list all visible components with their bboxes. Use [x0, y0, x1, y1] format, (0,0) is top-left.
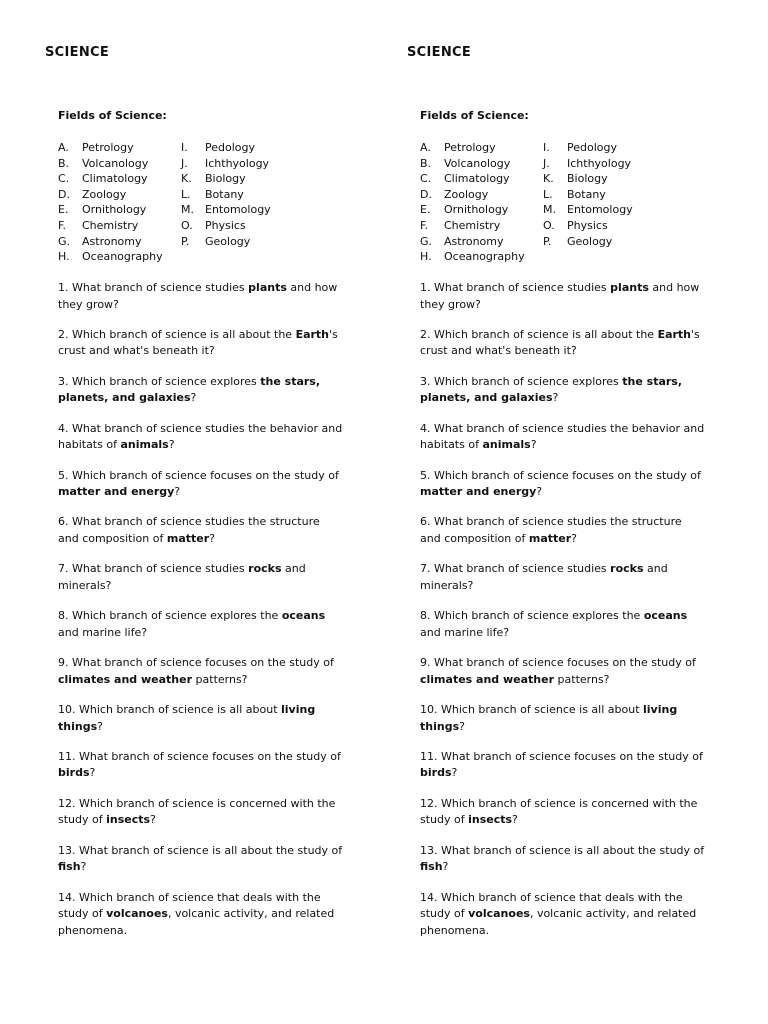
question-text: Which branch of science focuses on the study of	[68, 468, 339, 482]
question-item	[58, 749, 343, 796]
question-number: 3.	[420, 374, 431, 388]
field-name: Zoology	[444, 187, 489, 201]
question-number: 7.	[420, 562, 431, 576]
question-text: and how they grow?	[58, 281, 338, 311]
field-row	[420, 171, 633, 187]
field-letter: I.	[181, 141, 188, 154]
question-number: 2.	[420, 327, 431, 341]
field-item	[58, 140, 181, 156]
question-number: 3.	[58, 374, 69, 388]
field-letter: B.	[420, 156, 432, 170]
question-number: 11.	[58, 749, 76, 763]
field-item	[58, 202, 181, 218]
field-letter: B.	[58, 156, 70, 170]
field-letter: D.	[58, 187, 70, 201]
question-text: Which branch of science is all about	[437, 703, 644, 717]
question-keyword: climates and weather	[58, 672, 193, 686]
question-text: Which branch of science focuses on the study of	[430, 468, 701, 482]
field-letter: A.	[58, 141, 69, 154]
field-name: Petrology	[444, 141, 496, 154]
field-letter: F.	[58, 218, 67, 232]
field-item	[543, 218, 608, 234]
question-number: 9.	[58, 656, 69, 670]
field-letter: K.	[543, 172, 554, 186]
question-text: ?	[190, 391, 197, 405]
question-number: 1.	[58, 281, 69, 294]
question-number: 5.	[420, 468, 431, 482]
field-letter: O.	[181, 218, 193, 232]
field-name: Biology	[567, 172, 608, 186]
question-item	[58, 796, 343, 843]
question-item	[58, 890, 343, 937]
question-text: ?	[459, 719, 465, 733]
question-number: 1.	[420, 281, 431, 294]
question-text: What branch of science is all about the study of	[75, 843, 343, 857]
field-letter: L.	[543, 187, 553, 201]
question-item	[420, 561, 705, 608]
field-letter: M.	[543, 203, 556, 217]
field-name: Petrology	[82, 141, 134, 154]
question-text: ?	[530, 438, 537, 452]
question-text: What branch of science studies the behavior and habitats of	[58, 421, 343, 452]
question-item	[420, 327, 705, 374]
question-keyword: insects	[468, 813, 513, 827]
question-text: ?	[174, 485, 181, 499]
page-title: SCIENCE	[407, 45, 472, 60]
question-item	[58, 514, 343, 561]
field-name: Climatology	[444, 172, 510, 186]
field-letter: M.	[181, 203, 194, 217]
field-name: Ornithology	[82, 203, 147, 217]
question-text: What branch of science studies	[430, 281, 611, 294]
question-text: Which branch of science is all about	[75, 703, 282, 717]
field-item	[420, 234, 543, 250]
question-number: 5.	[58, 468, 69, 482]
field-item	[420, 249, 543, 265]
question-item	[58, 655, 343, 702]
question-number: 6.	[58, 515, 69, 529]
question-keyword: living things	[58, 703, 316, 733]
field-letter: P.	[543, 234, 552, 248]
field-letter: J.	[181, 156, 188, 170]
question-text: ?	[512, 813, 518, 827]
question-text: 's crust and what's beneath it?	[58, 327, 338, 358]
field-letter: O.	[543, 218, 555, 232]
question-text: and marine life?	[58, 625, 148, 639]
question-text: ?	[442, 860, 449, 874]
field-letter: J.	[543, 156, 550, 170]
field-item	[543, 202, 633, 218]
question-number: 8.	[58, 609, 69, 623]
field-row	[58, 234, 271, 250]
field-name: Chemistry	[82, 218, 139, 232]
field-name: Entomology	[205, 203, 271, 217]
field-row	[420, 187, 633, 203]
field-name: Volcanology	[82, 156, 149, 170]
question-item	[58, 421, 343, 468]
field-item	[543, 171, 608, 187]
question-item	[420, 514, 705, 561]
question-keyword: birds	[420, 766, 452, 780]
question-item	[420, 468, 705, 515]
field-item	[543, 156, 631, 172]
field-letter: P.	[181, 234, 190, 248]
field-item	[181, 171, 246, 187]
question-keyword: matter and energy	[420, 485, 537, 499]
question-text: , volcanic activity, and related phenomena.	[58, 907, 335, 937]
field-row	[420, 249, 633, 265]
question-text: ?	[97, 719, 103, 733]
question-keyword: living things	[420, 703, 678, 733]
question-text: and marine life?	[420, 625, 510, 639]
question-text: What branch of science is all about the study of	[437, 843, 705, 857]
field-name: Pedology	[205, 141, 255, 154]
question-number: 12.	[420, 796, 438, 810]
question-number: 14.	[420, 890, 438, 904]
field-letter: L.	[181, 187, 191, 201]
question-item	[58, 280, 343, 327]
question-keyword: fish	[58, 860, 81, 874]
question-keyword: animals	[120, 438, 169, 452]
field-item	[181, 140, 255, 156]
field-letter: D.	[420, 187, 432, 201]
question-item	[420, 890, 705, 937]
question-item	[58, 608, 343, 655]
question-keyword: matter	[528, 531, 572, 545]
question-text: ?	[536, 485, 543, 499]
question-item	[58, 327, 343, 374]
field-item	[58, 218, 181, 234]
question-keyword: matter and energy	[58, 485, 175, 499]
field-item	[181, 202, 271, 218]
field-letter: A.	[420, 141, 431, 154]
question-keyword: the stars, planets, and galaxies	[58, 374, 321, 405]
question-number: 2.	[58, 327, 69, 341]
question-text: and minerals?	[420, 562, 668, 592]
question-number: 10.	[58, 703, 76, 717]
question-keyword: volcanoes	[106, 907, 168, 921]
question-keyword: rocks	[610, 562, 644, 576]
question-keyword: matter	[166, 531, 210, 545]
field-row	[58, 249, 271, 265]
question-item	[420, 702, 705, 749]
question-keyword: animals	[482, 438, 531, 452]
field-item	[58, 187, 181, 203]
field-item	[58, 249, 181, 265]
field-letter: E.	[58, 203, 69, 217]
field-row	[58, 171, 271, 187]
question-keyword: climates and weather	[420, 672, 555, 686]
field-letter: H.	[420, 250, 432, 264]
question-number: 13.	[420, 843, 438, 857]
question-text: Which branch of science is concerned with the study of	[420, 796, 698, 827]
field-name: Biology	[205, 172, 246, 186]
question-text: What branch of science studies the structure and composition of	[58, 515, 320, 545]
question-number: 4.	[420, 421, 431, 435]
question-item	[420, 655, 705, 702]
question-number: 9.	[420, 656, 431, 670]
field-name: Geology	[567, 234, 613, 248]
field-row	[420, 218, 633, 234]
question-text: patterns?	[554, 672, 610, 686]
field-item	[420, 156, 543, 172]
question-text: , volcanic activity, and related phenomena.	[420, 907, 697, 937]
field-name: Entomology	[567, 203, 633, 217]
question-text: and minerals?	[58, 562, 306, 592]
field-row	[58, 187, 271, 203]
field-name: Ornithology	[444, 203, 509, 217]
field-letter: K.	[181, 172, 192, 186]
field-item	[420, 171, 543, 187]
question-item	[420, 796, 705, 843]
field-item	[58, 234, 181, 250]
question-number: 8.	[420, 609, 431, 623]
field-row	[420, 156, 633, 172]
field-name: Chemistry	[444, 218, 501, 232]
question-text: What branch of science studies	[68, 562, 249, 576]
question-text: What branch of science focuses on the study of	[437, 749, 703, 763]
questions-list	[58, 280, 343, 936]
question-keyword: plants	[610, 281, 649, 294]
question-text: What branch of science studies the behavior and habitats of	[420, 421, 705, 452]
field-name: Volcanology	[444, 156, 511, 170]
question-text: Which branch of science that deals with the study of	[58, 890, 321, 921]
field-item	[543, 187, 606, 203]
fields-list	[420, 140, 633, 265]
question-number: 4.	[58, 421, 69, 435]
question-number: 10.	[420, 703, 438, 717]
question-item	[420, 608, 705, 655]
question-keyword: rocks	[248, 562, 282, 576]
question-text: ?	[150, 813, 156, 827]
field-item	[420, 218, 543, 234]
question-text: and how they grow?	[420, 281, 700, 311]
question-text: Which branch of science explores	[68, 374, 261, 388]
question-text: What branch of science studies	[430, 562, 611, 576]
fields-title: Fields of Science:	[420, 109, 529, 122]
question-text: Which branch of science explores	[430, 374, 623, 388]
field-name: Ichthyology	[567, 156, 632, 170]
question-text: What branch of science studies the structure and composition of	[420, 515, 682, 545]
question-number: 6.	[420, 515, 431, 529]
question-item	[58, 702, 343, 749]
field-item	[543, 140, 617, 156]
field-name: Botany	[205, 187, 244, 201]
page-title: SCIENCE	[45, 45, 110, 60]
question-text: What branch of science focuses on the study of	[430, 656, 696, 670]
question-item	[58, 374, 343, 421]
field-name: Astronomy	[82, 234, 142, 248]
field-letter: I.	[543, 141, 550, 154]
question-text: ?	[80, 860, 87, 874]
field-row	[58, 156, 271, 172]
question-text: ?	[209, 531, 215, 545]
question-number: 14.	[58, 890, 76, 904]
question-keyword: Earth	[657, 327, 692, 341]
field-name: Astronomy	[444, 234, 504, 248]
field-letter: F.	[420, 218, 429, 232]
field-row	[58, 140, 271, 156]
field-name: Botany	[567, 187, 606, 201]
question-keyword: volcanoes	[468, 907, 530, 921]
question-keyword: Earth	[295, 327, 330, 341]
field-letter: H.	[58, 250, 70, 264]
question-text: Which branch of science that deals with the study of	[420, 890, 683, 921]
field-name: Oceanography	[82, 250, 163, 264]
field-item	[181, 218, 246, 234]
field-row	[58, 218, 271, 234]
field-item	[181, 156, 269, 172]
question-number: 12.	[58, 796, 76, 810]
field-item	[420, 187, 543, 203]
question-keyword: the stars, planets, and galaxies	[420, 374, 683, 405]
question-keyword: plants	[248, 281, 287, 294]
question-item	[420, 843, 705, 890]
question-number: 13.	[58, 843, 76, 857]
question-text: ?	[89, 766, 96, 780]
field-item	[420, 202, 543, 218]
field-row	[420, 234, 633, 250]
field-name: Pedology	[567, 141, 617, 154]
question-item	[58, 561, 343, 608]
question-item	[58, 843, 343, 890]
question-text: Which branch of science explores the	[68, 609, 282, 623]
question-text: What branch of science focuses on the study of	[68, 656, 334, 670]
question-text: ?	[552, 391, 559, 405]
field-row	[420, 202, 633, 218]
field-name: Physics	[567, 218, 608, 232]
field-row	[58, 202, 271, 218]
question-text: Which branch of science is all about the	[430, 327, 658, 341]
field-name: Geology	[205, 234, 251, 248]
field-item	[58, 171, 181, 187]
fields-list	[58, 140, 271, 265]
question-item	[58, 468, 343, 515]
question-text: Which branch of science is concerned with the study of	[58, 796, 336, 827]
question-text: patterns?	[192, 672, 248, 686]
field-letter: C.	[420, 172, 432, 186]
question-text: Which branch of science is all about the	[68, 327, 296, 341]
question-number: 11.	[420, 749, 438, 763]
field-row	[420, 140, 633, 156]
question-item	[420, 280, 705, 327]
field-item	[58, 156, 181, 172]
field-name: Climatology	[82, 172, 148, 186]
question-number: 7.	[58, 562, 69, 576]
question-text: Which branch of science explores the	[430, 609, 644, 623]
question-text: 's crust and what's beneath it?	[420, 327, 700, 358]
question-keyword: insects	[106, 813, 151, 827]
fields-title: Fields of Science:	[58, 109, 167, 122]
field-letter: G.	[420, 234, 433, 248]
question-item	[420, 374, 705, 421]
field-item	[543, 234, 612, 250]
question-keyword: oceans	[643, 609, 688, 623]
field-letter: C.	[58, 172, 70, 186]
question-keyword: birds	[58, 766, 90, 780]
question-text: What branch of science focuses on the study of	[75, 749, 341, 763]
field-item	[181, 234, 250, 250]
field-name: Zoology	[82, 187, 127, 201]
field-letter: G.	[58, 234, 71, 248]
question-text: ?	[168, 438, 175, 452]
field-item	[420, 140, 543, 156]
field-letter: E.	[420, 203, 431, 217]
field-item	[181, 187, 244, 203]
field-name: Ichthyology	[205, 156, 270, 170]
question-text: ?	[451, 766, 458, 780]
question-keyword: oceans	[281, 609, 326, 623]
field-name: Oceanography	[444, 250, 525, 264]
question-text: ?	[571, 531, 577, 545]
question-keyword: fish	[420, 860, 443, 874]
question-item	[420, 421, 705, 468]
question-item	[420, 749, 705, 796]
questions-list	[420, 280, 705, 936]
field-name: Physics	[205, 218, 246, 232]
question-text: What branch of science studies	[68, 281, 249, 294]
